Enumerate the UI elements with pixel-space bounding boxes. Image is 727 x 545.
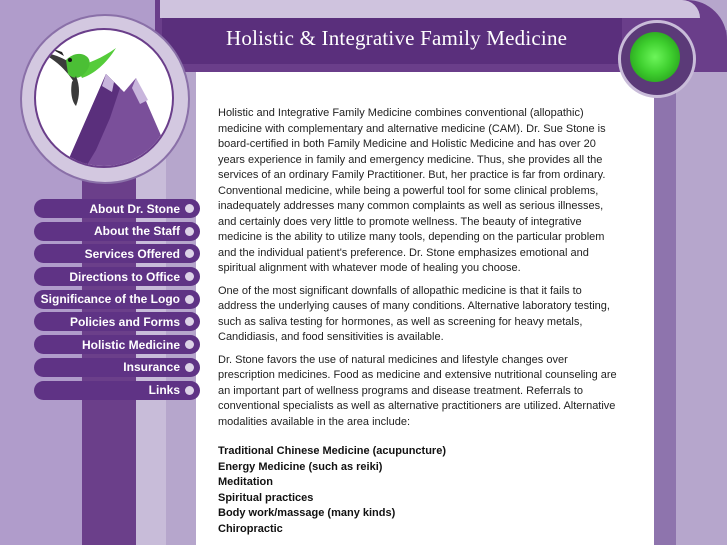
sidebar-nav <box>34 199 200 403</box>
nav-item-label: Services Offered <box>84 246 180 261</box>
natural-medicine-paragraph: Dr. Stone favors the use of natural medicines and lifestyle changes over prescription medicines. Food as medicine and extensive nutritional counseling are an important part of wellness programs and disease treatment. Referrals to conventional specialists as well as alternative practitioners are utilized. Alternative modalities available in the area include: <box>218 353 617 428</box>
list-item: Body work/massage (many kinds) <box>218 507 396 519</box>
bullet-icon <box>185 249 194 258</box>
list-item: Spiritual practices <box>218 491 314 504</box>
nav-item-label: About the Staff <box>94 224 180 239</box>
nav-item-services-offered[interactable] <box>34 244 200 263</box>
nav-item-label: Links <box>148 383 180 397</box>
nav-item-directions-to-office[interactable] <box>34 267 200 286</box>
modalities-list <box>218 444 618 537</box>
nav-item-about-dr-stone[interactable] <box>34 199 200 218</box>
main-content <box>218 106 618 537</box>
header-highlight <box>160 0 700 18</box>
nav-item-significance-of-the-logo[interactable] <box>34 290 200 309</box>
bullet-icon <box>185 204 194 213</box>
bullet-icon <box>185 272 194 281</box>
intro-paragraph: Holistic and Integrative Family Medicine combines conventional (allopathic) medicine with complementary and alternative medicine (CAM). Dr. Sue Stone is board-certified in both Family Medicine and Holistic Medicine and has over 20 years experience in family and emergency medicine. Thus, she provides all the services of an ordinary Family Practitioner. But, her practice is far from ordinary. Conventional medicine, while being a powerful tool for some clinical problems, inadequately addresses many common complaints as well as serious illnesses, and certainly does very little to promote wellness. The beauty of integrative medicine is the ability to utilize many tools, depending on the particular problem and the individual patient's preference. Dr. Stone emphasizes emotional and spiritual alignment with whatever mode of healing you choose. <box>218 107 606 274</box>
right-bar-light <box>676 40 727 545</box>
nav-item-holistic-medicine[interactable] <box>34 335 200 354</box>
list-item: Chiropractic <box>218 522 283 535</box>
nav-item-label: Insurance <box>123 360 180 375</box>
nav-item-policies-and-forms[interactable] <box>34 312 200 331</box>
bullet-icon <box>185 386 194 395</box>
nav-item-label: About Dr. Stone <box>89 201 180 216</box>
list-item: Traditional Chinese Medicine (acupuncture) <box>218 445 446 457</box>
bullet-icon <box>185 317 194 326</box>
nav-item-label: Significance of the Logo <box>40 292 180 307</box>
list-item: Meditation <box>218 476 273 488</box>
nav-item-links[interactable] <box>34 381 200 400</box>
hummingbird-mountain-logo[interactable] <box>34 28 174 168</box>
green-orb-icon <box>630 32 680 82</box>
right-bar <box>654 60 676 545</box>
page-title: Holistic & Integrative Family Medicine <box>226 26 568 50</box>
bullet-icon <box>185 363 194 372</box>
nav-item-label: Directions to Office <box>69 269 180 284</box>
nav-item-about-the-staff[interactable] <box>34 222 200 241</box>
list-item: Energy Medicine (such as reiki) <box>218 460 383 473</box>
nav-item-label: Policies and Forms <box>69 314 180 329</box>
bullet-icon <box>185 340 194 349</box>
nav-item-label: Holistic Medicine <box>81 337 180 352</box>
bullet-icon <box>185 227 194 236</box>
bullet-icon <box>185 295 194 304</box>
hummingbird-icon <box>36 30 172 166</box>
testing-paragraph: One of the most significant downfalls of allopathic medicine is that it fails to address the underlying causes of many conditions. Alternative laboratory testing, such as saliva testing for hormones, as well as screening for heavy metals, Candidiasis, and food sensitivities is available. <box>218 284 610 343</box>
nav-item-insurance[interactable] <box>34 358 200 377</box>
